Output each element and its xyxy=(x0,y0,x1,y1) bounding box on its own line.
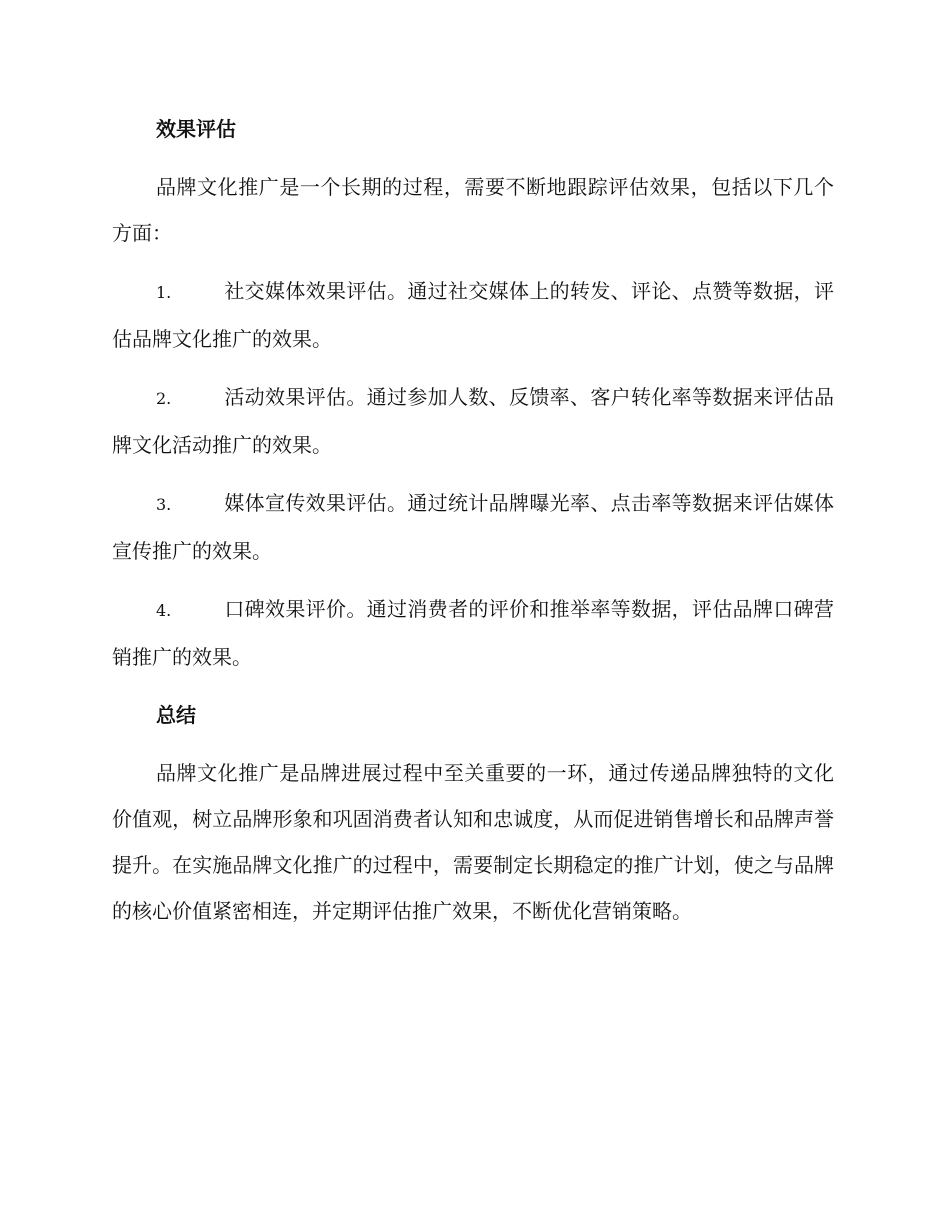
list-item-number: 2. xyxy=(156,389,172,408)
list-item xyxy=(112,586,834,680)
list-item-number: 1. xyxy=(156,283,172,302)
list-item-number: 3. xyxy=(156,495,172,514)
list-item xyxy=(112,480,834,574)
section-heading-summary: 总结 xyxy=(156,703,196,727)
list-item-text: 社交媒体效果评估。通过社交媒体上的转发、评论、点赞等数据，评估品牌文化推广的效果。 xyxy=(112,279,834,351)
section-heading-evaluation: 效果评估 xyxy=(156,117,236,141)
summary-body: 品牌文化推广是品牌进展过程中至关重要的一环，通过传递品牌独特的文化价值观，树立品牌形象和巩固消费者认知和忠诚度，从而促进销售增长和品牌声誉提升。在实施品牌文化推广的过程中，需要制定长期稳定的推广计划，使之与品牌的核心价值紧密相连，并定期评估推广效果，不断优化营销策略。 xyxy=(112,761,834,923)
list-item-text: 口碑效果评价。通过消费者的评价和推举率等数据，评估品牌口碑营销推广的效果。 xyxy=(112,597,834,669)
list-item-text: 媒体宣传效果评估。通过统计品牌曝光率、点击率等数据来评估媒体宣传推广的效果。 xyxy=(112,491,834,563)
document-page xyxy=(112,106,834,934)
evaluation-intro: 品牌文化推广是一个长期的过程，需要不断地跟踪评估效果，包括以下几个方面： xyxy=(112,175,834,245)
list-item xyxy=(112,268,834,362)
list-item-number: 4. xyxy=(156,601,172,620)
list-item-text: 活动效果评估。通过参加人数、反馈率、客户转化率等数据来评估品牌文化活动推广的效果。 xyxy=(112,385,834,457)
list-item xyxy=(112,374,834,468)
